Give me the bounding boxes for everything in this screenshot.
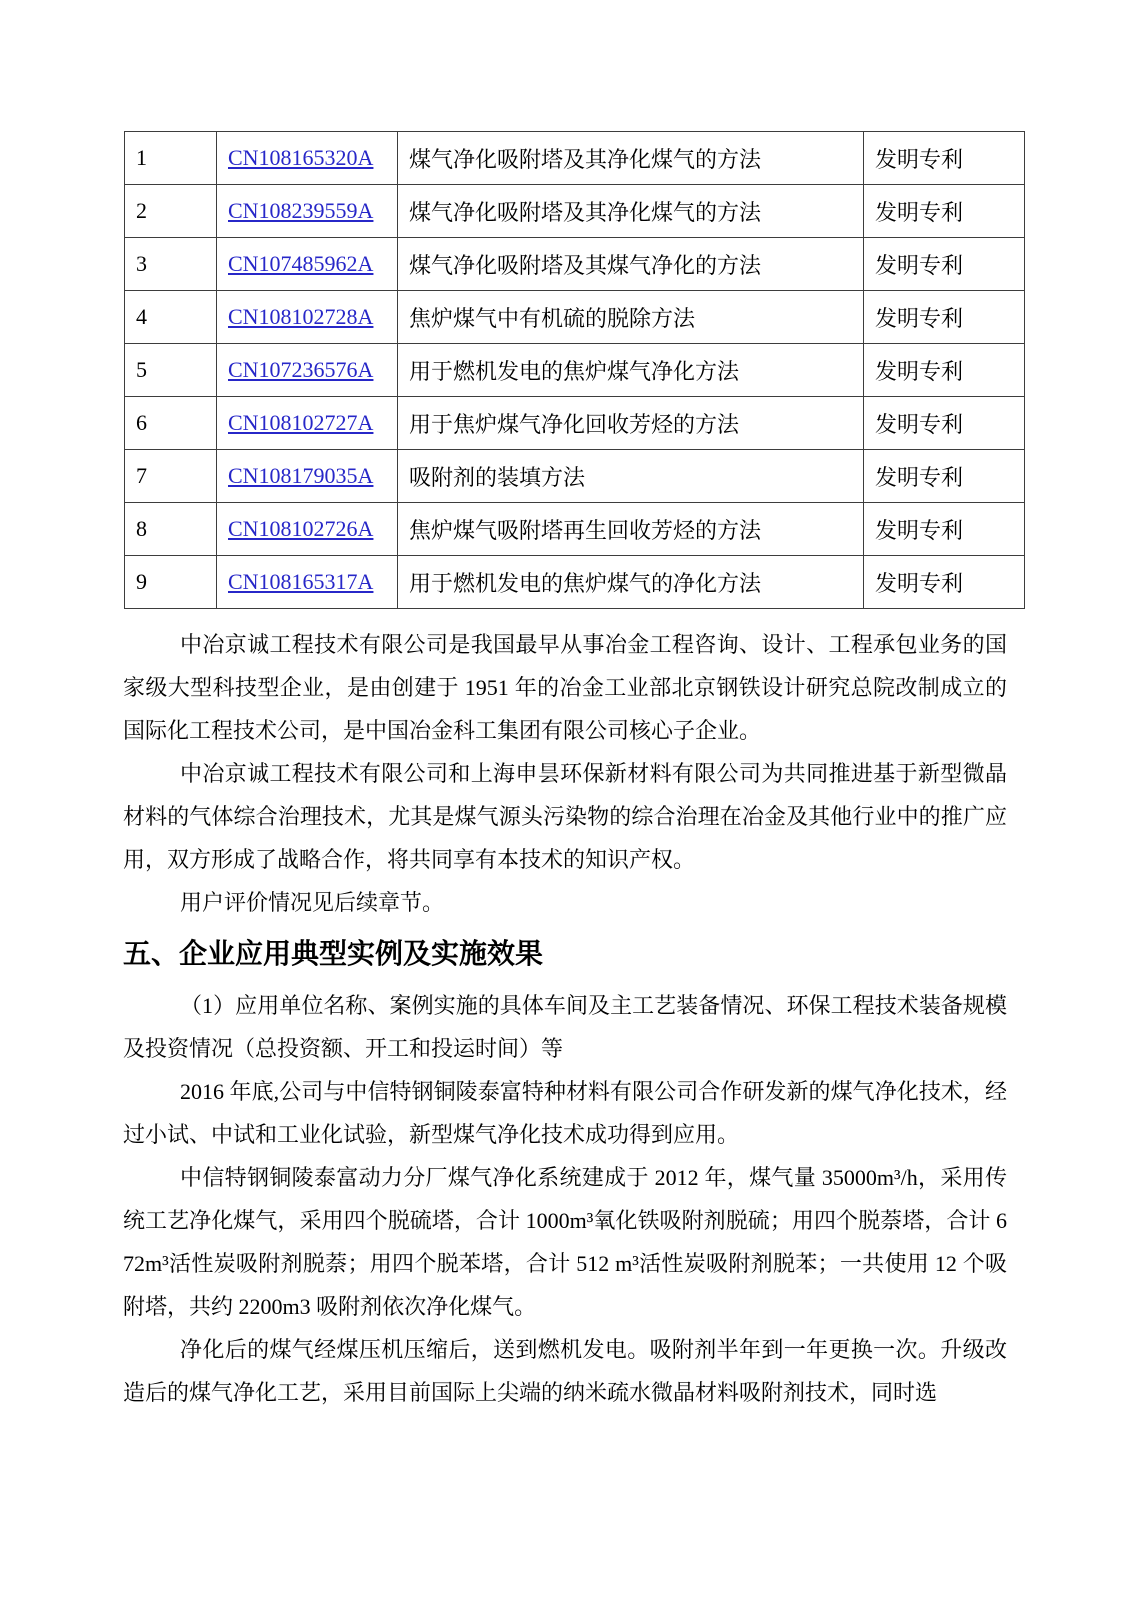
patent-link[interactable]: CN108179035A <box>228 463 374 488</box>
patent-number-cell <box>217 503 398 556</box>
patent-number-cell <box>217 291 398 344</box>
section-heading: 五、企业应用典型实例及实施效果 <box>123 939 544 970</box>
patent-title-cell: 用于燃机发电的焦炉煤气的净化方法 <box>398 556 864 609</box>
patent-link[interactable]: CN108165320A <box>228 145 374 170</box>
patent-title-cell: 煤气净化吸附塔及其净化煤气的方法 <box>398 132 864 185</box>
row-index: 5 <box>125 344 217 397</box>
table-row <box>125 450 1025 503</box>
patent-type-cell: 发明专利 <box>864 397 1025 450</box>
row-index: 4 <box>125 291 217 344</box>
patent-type-cell: 发明专利 <box>864 238 1025 291</box>
paragraph-system-description: 中信特钢铜陵泰富动力分厂煤气净化系统建成于 2012 年，煤气量 35000m³/h，采用传统工艺净化煤气，采用四个脱硫塔，合计 1000m³氧化铁吸附剂脱硫；用四个脱萘塔，合计 672m³活性炭吸附剂脱萘；用四个脱苯塔，合计 512 m³活性炭吸附剂脱苯；一共使用 12 个吸附塔，共约 2200m3 吸附剂依次净化煤气。 <box>123 1165 1007 1319</box>
table-row <box>125 397 1025 450</box>
table-row <box>125 291 1025 344</box>
patent-link[interactable]: CN108165317A <box>228 569 374 594</box>
row-index: 7 <box>125 450 217 503</box>
patent-type-cell: 发明专利 <box>864 185 1025 238</box>
document-body <box>123 623 1007 1414</box>
paragraph-user-evaluation: 用户评价情况见后续章节。 <box>180 890 445 915</box>
patent-title-cell: 焦炉煤气吸附塔再生回收芳烃的方法 <box>398 503 864 556</box>
patent-type-cell: 发明专利 <box>864 450 1025 503</box>
patent-title-cell: 用于燃机发电的焦炉煤气净化方法 <box>398 344 864 397</box>
patent-number-cell <box>217 397 398 450</box>
patent-link[interactable]: CN108102728A <box>228 304 374 329</box>
patent-number-cell <box>217 185 398 238</box>
patent-number-cell <box>217 556 398 609</box>
paragraph-2016-development: 2016 年底,公司与中信特钢铜陵泰富特种材料有限公司合作研发新的煤气净化技术，经过小试、中试和工业化试验，新型煤气净化技术成功得到应用。 <box>123 1079 1007 1147</box>
patent-title-cell: 焦炉煤气中有机硫的脱除方法 <box>398 291 864 344</box>
patent-type-cell: 发明专利 <box>864 344 1025 397</box>
table-row <box>125 132 1025 185</box>
patent-link[interactable]: CN108102727A <box>228 410 374 435</box>
patent-type-cell: 发明专利 <box>864 556 1025 609</box>
paragraph-cooperation: 中冶京诚工程技术有限公司和上海申昙环保新材料有限公司为共同推进基于新型微晶材料的气体综合治理技术，尤其是煤气源头污染物的综合治理在冶金及其他行业中的推广应用，双方形成了战略合作，将共同享有本技术的知识产权。 <box>123 761 1007 872</box>
table-row <box>125 185 1025 238</box>
patent-title-cell: 吸附剂的装填方法 <box>398 450 864 503</box>
patent-number-cell <box>217 450 398 503</box>
table-row <box>125 238 1025 291</box>
patent-link[interactable]: CN107485962A <box>228 251 374 276</box>
table-row <box>125 344 1025 397</box>
row-index: 6 <box>125 397 217 450</box>
table-row <box>125 503 1025 556</box>
table-row <box>125 556 1025 609</box>
patent-title-cell: 煤气净化吸附塔及其煤气净化的方法 <box>398 238 864 291</box>
patent-type-cell: 发明专利 <box>864 503 1025 556</box>
patent-title-cell: 煤气净化吸附塔及其净化煤气的方法 <box>398 185 864 238</box>
patent-link[interactable]: CN108102726A <box>228 516 374 541</box>
paragraph-company-intro: 中冶京诚工程技术有限公司是我国最早从事冶金工程咨询、设计、工程承包业务的国家级大型科技型企业，是由创建于 1951 年的冶金工业部北京钢铁设计研究总院改制成立的国际化工程技术公司，是中国冶金科工集团有限公司核心子企业。 <box>123 632 1007 743</box>
patent-number-cell <box>217 344 398 397</box>
row-index: 1 <box>125 132 217 185</box>
patent-number-cell <box>217 238 398 291</box>
row-index: 9 <box>125 556 217 609</box>
patent-table <box>124 131 1025 609</box>
row-index: 3 <box>125 238 217 291</box>
patent-type-cell: 发明专利 <box>864 132 1025 185</box>
row-index: 2 <box>125 185 217 238</box>
row-index: 8 <box>125 503 217 556</box>
patent-title-cell: 用于焦炉煤气净化回收芳烃的方法 <box>398 397 864 450</box>
patent-type-cell: 发明专利 <box>864 291 1025 344</box>
paragraph-application-scope: （1）应用单位名称、案例实施的具体车间及主工艺装备情况、环保工程技术装备规模及投资情况（总投资额、开工和投运时间）等 <box>123 993 1007 1061</box>
patent-link[interactable]: CN108239559A <box>228 198 374 223</box>
patent-number-cell <box>217 132 398 185</box>
paragraph-upgrade-process: 净化后的煤气经煤压机压缩后，送到燃机发电。吸附剂半年到一年更换一次。升级改造后的煤气净化工艺，采用目前国际上尖端的纳米疏水微晶材料吸附剂技术，同时选 <box>123 1337 1007 1405</box>
patent-link[interactable]: CN107236576A <box>228 357 374 382</box>
